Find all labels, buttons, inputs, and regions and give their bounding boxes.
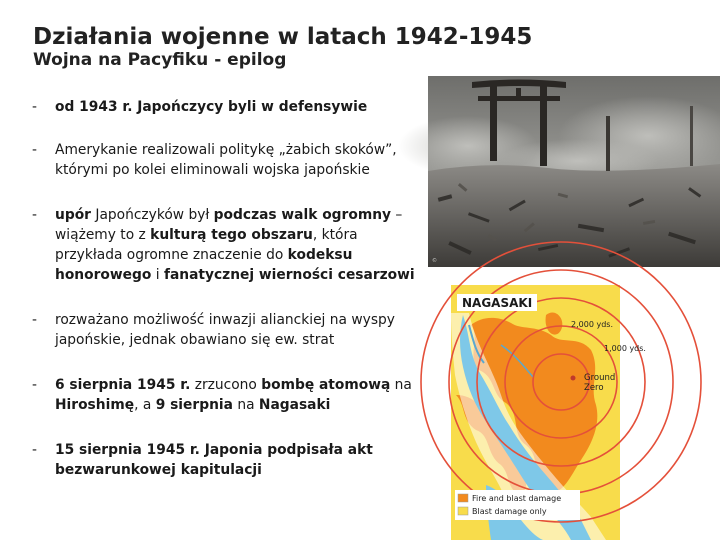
bullet-dash: - <box>32 442 37 458</box>
text-span: Amerykanie realizowali politykę „żabich skoków”, którymi po kolei eliminowali wojska japońskie <box>55 142 397 178</box>
text-span: , która przykłada ogromne znaczenie do <box>55 227 358 263</box>
ground-zero-label-line1: Ground <box>584 373 616 383</box>
bullet-item <box>32 140 427 180</box>
bullet-text <box>55 99 367 115</box>
bullet-item <box>32 205 427 285</box>
bullet-item <box>32 375 427 415</box>
bullet-list <box>32 97 427 480</box>
ring-label-2000: 2,000 yds. <box>571 320 613 329</box>
bullet-item <box>32 310 427 350</box>
bullet-dash: - <box>32 207 37 223</box>
bullet-dash: - <box>32 99 37 115</box>
bullet-dash: - <box>32 377 37 393</box>
bold-text: Nagasaki <box>258 397 331 413</box>
ruins-photo <box>428 76 720 267</box>
legend-swatch-blast <box>458 507 468 515</box>
bullet-text <box>55 207 415 283</box>
bold-text: 6 sierpnia 1945 r. <box>55 377 191 393</box>
ground-zero-label-line2: Zero <box>584 383 604 393</box>
bold-text: Hiroshimę <box>55 397 135 413</box>
text-span: i <box>151 267 164 283</box>
bullet-text <box>55 142 397 178</box>
bold-text: 9 sierpnia <box>155 397 233 413</box>
svg-text:©: © <box>432 258 437 264</box>
bold-text: upór <box>55 207 91 223</box>
bold-text: od 1943 r. Japończycy byli w defensywie <box>55 99 368 115</box>
legend-swatch-fire <box>458 494 468 502</box>
bold-text: fanatycznej wierności cesarzowi <box>163 267 415 283</box>
text-span: rozważano możliwość inwazji alianckiej na wyspy japońskie, jednak obawiano się ew. strat <box>55 312 395 348</box>
bold-text: bombę atomową <box>261 377 391 393</box>
legend-label-fire: Fire and blast damage <box>472 494 562 503</box>
bullet-text <box>55 442 373 478</box>
bullet-item <box>32 97 427 117</box>
map-title: NAGASAKI <box>462 296 533 310</box>
bullet-dash: - <box>32 142 37 158</box>
bold-text: 15 sierpnia 1945 r. Japonia podpisała akt bezwarunkowej kapitulacji <box>55 442 373 478</box>
nagasaki-damage-map <box>451 285 646 540</box>
bullet-dash: - <box>32 312 37 328</box>
bold-text: podczas walk ogromny <box>213 207 392 223</box>
nagasaki-map <box>451 285 646 540</box>
bullet-text <box>55 312 395 348</box>
slide-title: Działania wojenne w latach 1942-1945 <box>33 24 533 50</box>
bold-text: kulturą tego obszaru <box>150 227 313 243</box>
ring-label-1000: 1,000 yds. <box>604 344 646 353</box>
legend-label-blast: Blast damage only <box>472 507 547 516</box>
bold-text: kodeksu honorowego <box>55 247 353 283</box>
text-span: – wiążemy to z <box>55 207 403 243</box>
text-span: na <box>390 377 412 393</box>
text-span: zrzucono <box>190 377 262 393</box>
text-span: , a <box>134 397 156 413</box>
slide-subtitle: Wojna na Pacyfiku - epilog <box>33 50 287 70</box>
ground-zero-dot <box>571 376 576 381</box>
ruins-with-torii-gate-image <box>428 76 720 267</box>
text-span: Japończyków był <box>90 207 214 223</box>
text-span: na <box>232 397 259 413</box>
bullet-item <box>32 440 427 480</box>
bullet-text <box>55 377 412 413</box>
